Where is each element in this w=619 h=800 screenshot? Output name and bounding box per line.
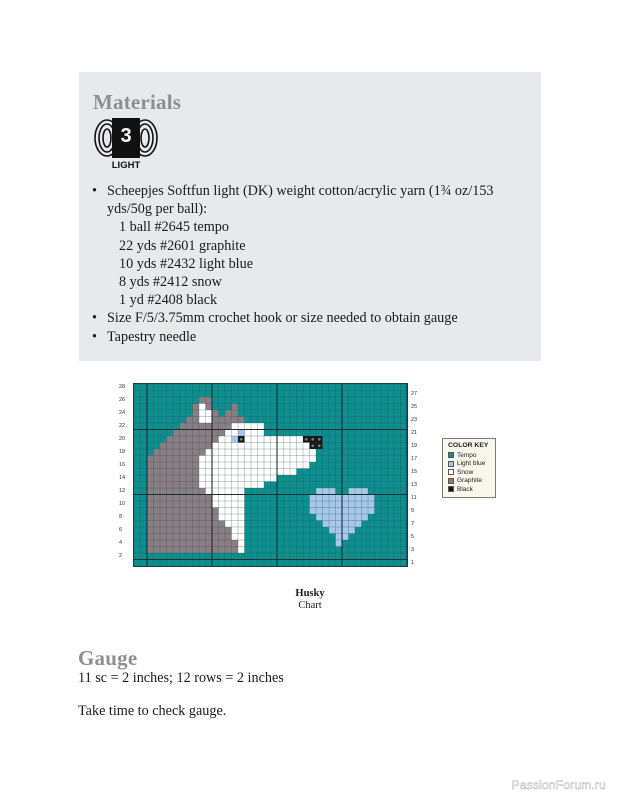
row-label: 25	[411, 403, 418, 410]
row-label: 10	[119, 501, 126, 507]
chart-grid-svg	[134, 384, 407, 566]
gauge-note: Take time to check gauge.	[78, 703, 227, 719]
yarn-description-cont: yds/50g per ball):	[107, 201, 208, 218]
key-label: Light blue	[457, 460, 486, 468]
key-label: Graphite	[457, 477, 482, 485]
row-label: 26	[119, 397, 126, 403]
gauge-spec: 11 sc = 2 inches; 12 rows = 2 inches	[78, 670, 284, 686]
row-label: 23	[411, 416, 418, 423]
yarn-item-tempo: 1 ball #2645 tempo	[119, 219, 229, 236]
row-label: 19	[411, 442, 418, 449]
key-label: Snow	[457, 468, 474, 476]
materials-title: Materials	[93, 90, 182, 114]
key-item-snow	[446, 468, 492, 477]
yarn-weight-number: 3	[120, 125, 132, 147]
materials-panel	[79, 72, 541, 361]
row-label: 28	[119, 384, 126, 390]
row-label: 22	[119, 423, 126, 429]
yarn-weight-label: LIGHT	[111, 160, 141, 171]
swatch-light-blue	[448, 461, 454, 467]
bullet-icon: •	[92, 310, 97, 327]
row-label: 13	[411, 481, 418, 488]
swatch-black	[448, 486, 454, 492]
row-label: 6	[119, 527, 123, 533]
row-label: 20	[119, 436, 126, 442]
chart-caption-title: Husky	[295, 588, 325, 599]
row-label: 18	[119, 449, 126, 455]
key-item-tempo	[446, 451, 492, 460]
swatch-graphite	[448, 478, 454, 484]
yarn-item-snow: 8 yds #2412 snow	[119, 274, 222, 291]
swatch-snow	[448, 469, 454, 475]
row-label: 9	[411, 507, 415, 514]
bullet-icon: •	[92, 328, 97, 345]
yarn-weight-icon	[93, 118, 159, 172]
row-label: 7	[411, 520, 415, 527]
yarn-item-black: 1 yd #2408 black	[119, 292, 218, 309]
list-item	[92, 182, 532, 309]
materials-list	[92, 182, 532, 346]
row-label: 24	[119, 410, 126, 416]
chart-caption-subtitle: Chart	[298, 600, 322, 611]
row-label: 16	[119, 462, 126, 468]
row-label: 15	[411, 468, 418, 475]
key-label: Black	[457, 485, 473, 493]
row-label: 11	[411, 494, 417, 501]
row-label: 8	[119, 514, 123, 520]
watermark: PassionForum.ru	[511, 778, 606, 792]
row-label: 14	[119, 475, 126, 481]
row-label: 5	[411, 533, 415, 540]
yarn-item-light-blue: 10 yds #2432 light blue	[119, 255, 253, 272]
chart-grid	[133, 383, 408, 567]
row-label: 12	[119, 488, 126, 494]
needle-item: Tapestry needle	[107, 328, 197, 345]
list-item	[92, 309, 532, 327]
row-label: 17	[411, 455, 418, 462]
row-label: 3	[411, 546, 415, 553]
row-label: 4	[119, 540, 123, 546]
gauge-title: Gauge	[78, 646, 138, 670]
row-label: 21	[411, 429, 418, 436]
color-key	[442, 438, 496, 498]
yarn-item-graphite: 22 yds #2601 graphite	[119, 237, 246, 254]
key-item-black	[446, 485, 492, 494]
key-item-light-blue	[446, 460, 492, 469]
color-key-title: COLOR KEY	[448, 442, 489, 449]
hook-item: Size F/5/3.75mm crochet hook or size needed to obtain gauge	[107, 310, 458, 327]
row-label: 1	[411, 559, 415, 566]
swatch-tempo	[448, 452, 454, 458]
yarn-description: Scheepjes Softfun light (DK) weight cotton/acrylic yarn (1¾ oz/153	[107, 183, 494, 199]
key-label: Tempo	[457, 451, 477, 459]
row-label: 2	[119, 553, 123, 559]
row-label: 27	[411, 390, 418, 397]
bullet-icon: •	[92, 183, 97, 199]
list-item	[92, 328, 532, 346]
key-item-graphite	[446, 477, 492, 486]
